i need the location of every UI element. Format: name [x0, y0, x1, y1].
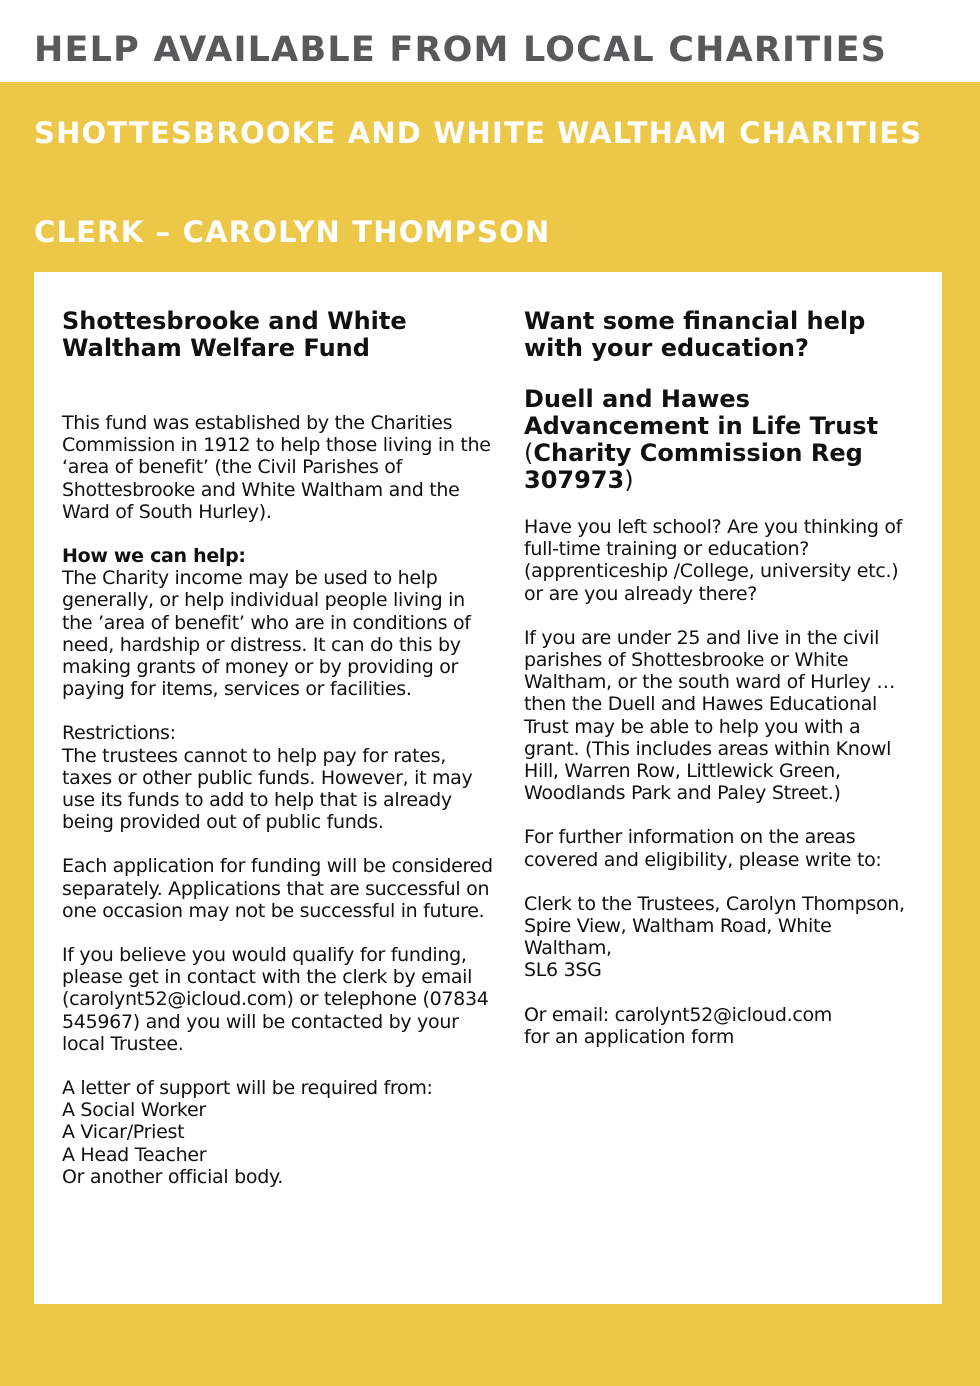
eligibility-text: If you are under 25 and live in the civil parishes of Shottesbrooke or White Waltham, or the south ward of Hurley … then the Duell and Hawes Educational Trust may be able to help you with a grant. (This includes areas within Knowl Hill, Warren Row, Littlewick Green, Woodlands Park and Paley Street.) — [524, 626, 896, 805]
welfare-fund-heading: Shottesbrooke and White Waltham Welfare Fund — [62, 307, 407, 362]
restrictions-heading: Restrictions: — [62, 722, 176, 745]
clerk-address: Clerk to the Trustees, Carolyn Thompson, Spire View, Waltham Road, White Waltham, — [524, 892, 905, 960]
help-heading: How we can help: — [62, 545, 246, 568]
trust-name: Duell and Hawes Advancement in Life Trust — [524, 385, 879, 440]
restrictions-text: The trustees cannot to help pay for rates, taxes or other public funds. However, it may use its funds to add to help that is already being provided out of public funds. — [62, 744, 473, 834]
application-text: Each application for funding will be considered separately. Applications that are successful on one occasion may not be successful in future. — [62, 855, 493, 922]
help-text: The Charity income may be used to help generally, or help individual people living in the ’area of benefit’ who are in conditions of need, hardship or distress. It can do this by making grants of money or by providing or paying for items, services or facilities. — [62, 567, 471, 701]
support-item-head-teacher: A Head Teacher — [62, 1143, 207, 1166]
reg-text: Charity Commission Reg 307973 — [524, 439, 863, 494]
support-item-official-body: Or another official body. — [62, 1165, 283, 1188]
welfare-fund-intro: This fund was established by the Charities Commission in 1912 to help those living in the ‘area of benefit’ (the Civil Parishes of Shottesbrooke and White Waltham and the Ward of South Hurley). — [62, 412, 491, 523]
clerk-title: CLERK – CAROLYN THOMPSON — [34, 215, 551, 249]
application-form-line: for an application form — [524, 1025, 735, 1048]
clerk-postcode: SL6 3SG — [524, 959, 602, 982]
content-card — [34, 272, 942, 1304]
page-title: HELP AVAILABLE FROM LOCAL CHARITIES — [34, 30, 888, 70]
education-trust-column — [524, 308, 914, 1048]
support-item-vicar: A Vicar/Priest — [62, 1121, 185, 1144]
header-bar — [0, 0, 980, 82]
further-info-text: For further information on the areas covered and eligibility, please write to: — [524, 826, 882, 871]
support-item-social-worker: A Social Worker — [62, 1099, 206, 1122]
charity-reg — [524, 440, 914, 494]
support-intro: A letter of support will be required from: — [62, 1077, 433, 1100]
education-heading: Want some financial help with your education? — [524, 307, 866, 362]
education-question: Have you left school? Are you thinking of full-time training or education? (apprenticeship /College, university etc.) or are you already there? — [524, 516, 903, 605]
email-line: Or email: carolynt52@icloud.com — [524, 1003, 832, 1026]
contact-text: If you believe you would qualify for funding, please get in contact with the clerk by email (carolynt52@icloud.com) or telephone (07834 545967) and you will be contacted by your local Trustee. — [62, 944, 489, 1055]
welfare-fund-column — [62, 308, 494, 1188]
reg-paren-open: ( — [524, 439, 534, 467]
org-title: SHOTTESBROOKE AND WHITE WALTHAM CHARITIES — [34, 116, 923, 150]
reg-paren-close: ) — [624, 466, 634, 494]
